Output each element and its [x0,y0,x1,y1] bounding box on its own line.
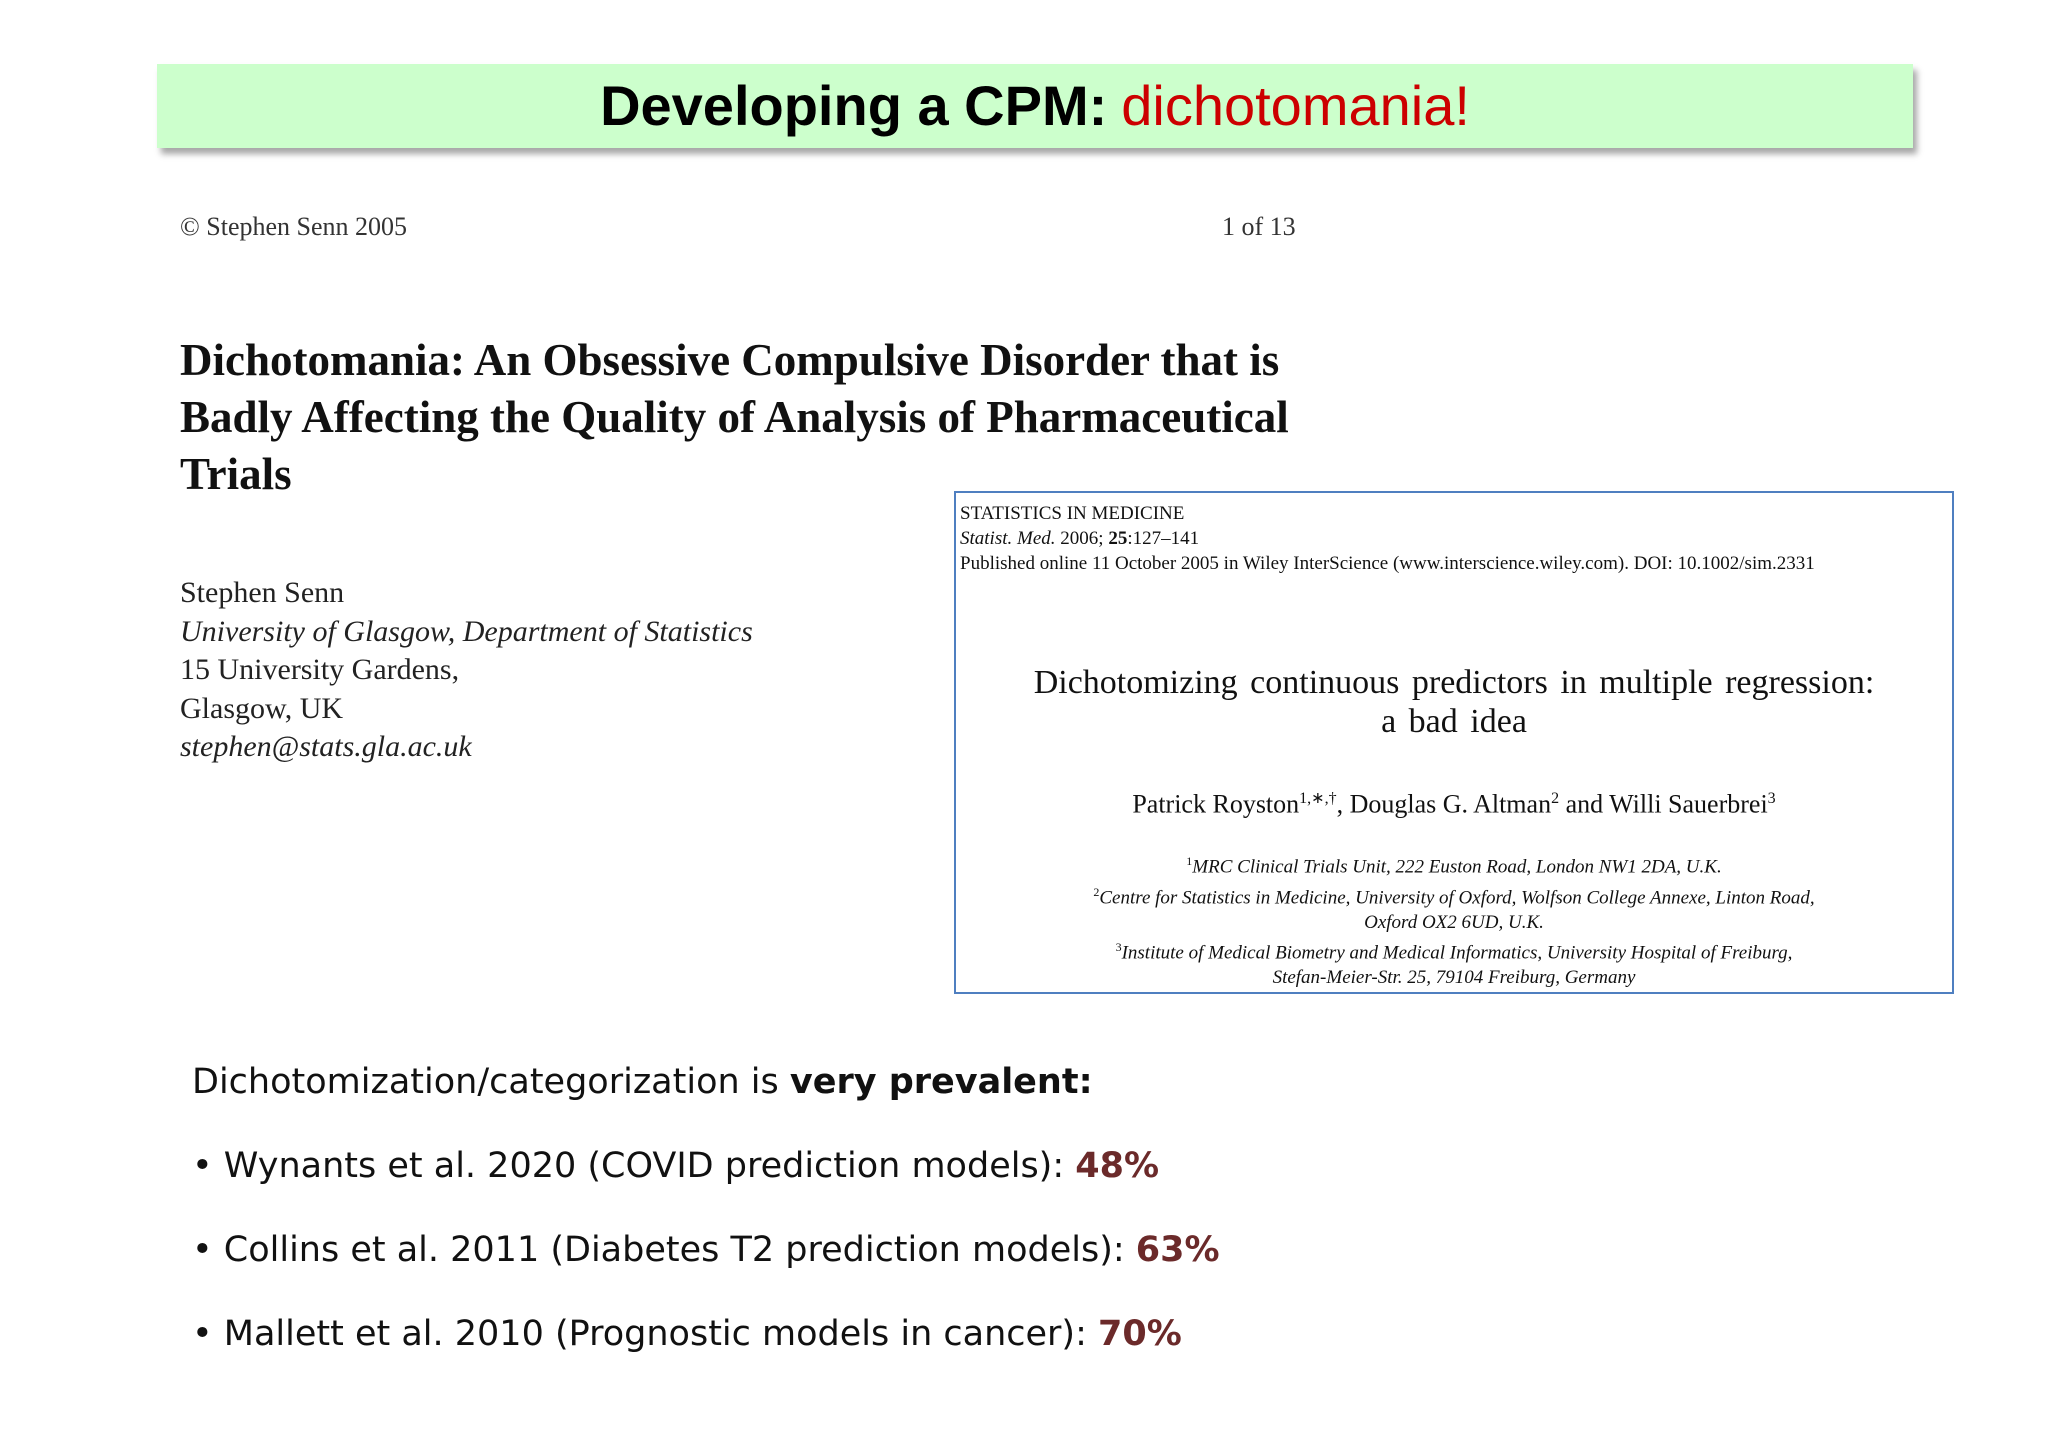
royston-affiliations [956,849,1952,990]
affiliation-1: $^1$MRC Clinical Trials Unit, 222 Euston Road, London NW1 2DA, U.K. [1186,854,1722,878]
summary-intro: Dichotomization/categorization is very prevalent: [192,1062,1093,1102]
journal-header [960,501,1815,576]
senn-author-name: Stephen Senn [180,576,345,609]
senn-title-line: Trials [180,449,292,499]
publication-info: Published online 11 October 2005 in Wiley InterScience (www.interscience.wiley.com). DOI: 10.1002/sim.2331 [960,553,1815,574]
summary-bullet: • Mallett et al. 2010 (Prognostic models in cancer): 70% [192,1314,1182,1354]
senn-email: stephen@stats.gla.ac.uk [180,730,472,763]
percentage-value: 48% [1075,1146,1160,1186]
summary-bullet: • Collins et al. 2011 (Diabetes T2 prediction models): 63% [192,1230,1220,1270]
journal-name: STATISTICS IN MEDICINE [960,503,1185,524]
summary-bullet: • Wynants et al. 2020 (COVID prediction models): 48% [192,1146,1160,1186]
senn-address-line: Glasgow, UK [180,691,344,725]
slide-title-bar [157,64,1913,148]
royston-paper-excerpt [954,491,1954,994]
percentage-value: 70% [1098,1314,1182,1354]
senn-title-line: Badly Affecting the Quality of Analysis of Pharmaceutical [180,392,1289,442]
slide-title-main: Developing a CPM: [600,74,1108,137]
senn-author-block [180,574,753,767]
senn-title-line: Dichotomania: An Obsessive Compulsive Disorder that is [180,335,1280,385]
senn-paper-title [180,332,1480,503]
affiliation-3-cont: Stefan-Meier-Str. 25, 79104 Freiburg, Germany [1272,966,1636,988]
senn-page-number: 1 of 13 [1222,212,1296,241]
journal-citation: Statist. Med. 2006; 25:127–141 [960,528,1200,549]
affiliation-3: $^3$Institute of Medical Biometry and Medical Informatics, University Hospital of Freiburg, [1115,940,1793,964]
senn-copyright: © Stephen Senn 2005 [180,212,408,241]
senn-address-line: 15 University Gardens, [180,653,460,686]
slide-title-accent: dichotomania! [1121,74,1470,137]
affiliation-2-cont: Oxford OX2 6UD, U.K. [1364,911,1544,933]
royston-paper-title: Dichotomizing continuous predictors in multiple regression: a bad idea [1033,664,1875,740]
affiliation-2: $^2$Centre for Statistics in Medicine, University of Oxford, Wolfson College Annexe, Linton Road, [1093,884,1815,909]
percentage-value: 63% [1135,1230,1220,1270]
senn-institution: University of Glasgow, Department of Statistics [180,614,753,648]
royston-authors: Patrick Royston$^{1,∗,\dagger}$, Douglas G. Altman$^2$ and Willi Sauerbrei$^3$ [1132,789,1776,819]
